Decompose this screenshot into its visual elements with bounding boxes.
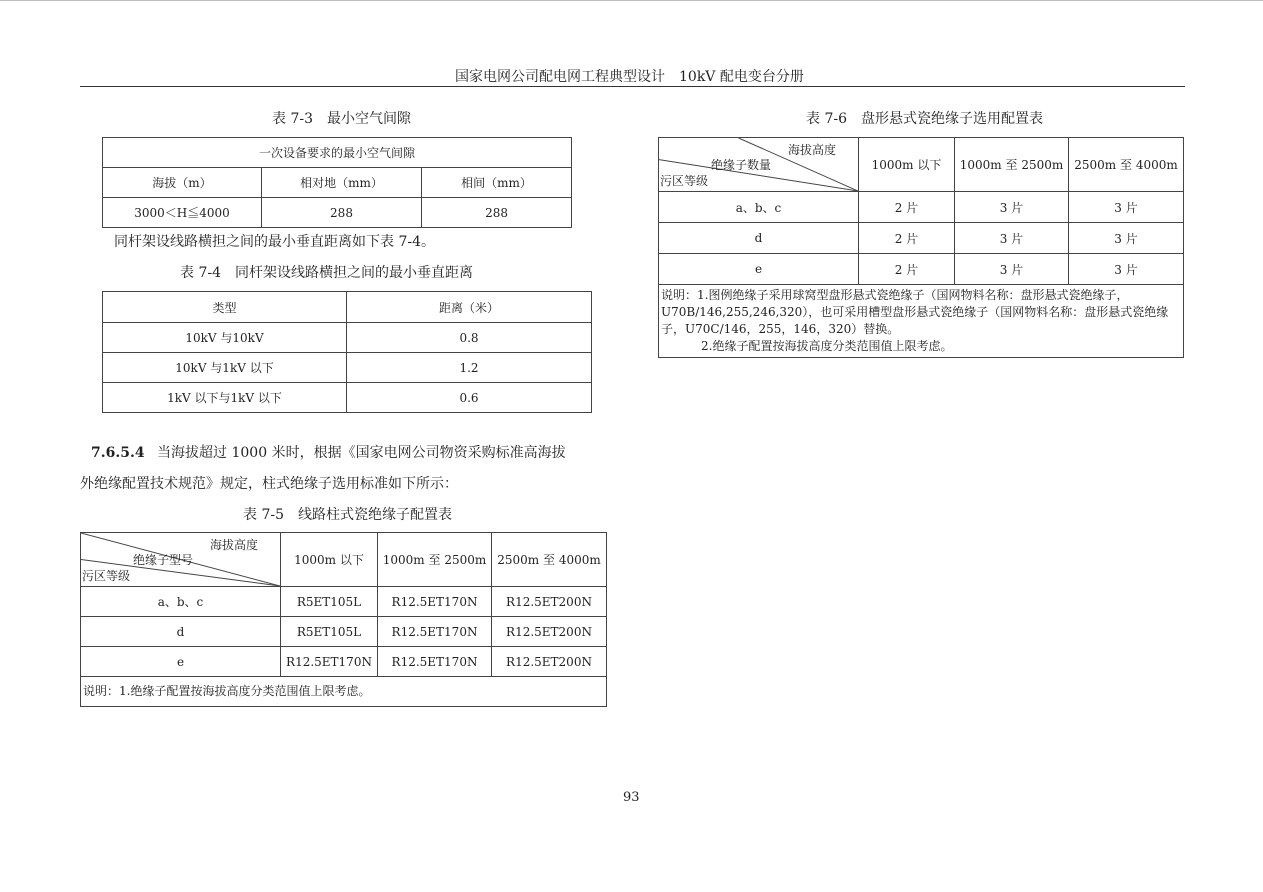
table74-header-cell: 类型: [103, 292, 347, 323]
table76-diag-pollution: 污区等级: [660, 174, 709, 188]
table75-row-label: a、b、c: [81, 587, 281, 617]
section-text-line1: 当海拔超过 1000 米时，根据《国家电网公司物资采购标准高海拔: [157, 445, 566, 461]
table76: [658, 137, 1184, 358]
table75-cell: R5ET105L: [281, 587, 378, 617]
table73-header-cell: 相对地（mm）: [262, 168, 422, 198]
table76-cell: 2 片: [859, 223, 955, 254]
table73-caption: 表 7-3 最小空气间隙: [272, 111, 411, 127]
table76-cell: 3 片: [1069, 254, 1184, 285]
table75-cell: R12.5ET170N: [378, 617, 492, 647]
table74: [102, 291, 592, 413]
table74-cell: 10kV 与10kV: [103, 323, 347, 353]
page-number: 93: [623, 790, 640, 805]
table75-cell: R12.5ET170N: [281, 647, 378, 677]
table73-cell: 288: [422, 198, 572, 228]
table75-row-label: d: [81, 617, 281, 647]
table75-diag-pollution: 污区等级: [82, 569, 131, 583]
section-number: 7.6.5.4: [91, 445, 145, 461]
table74-cell: 1.2: [347, 353, 592, 383]
table75-diag-model: 绝缘子型号: [133, 553, 194, 567]
table76-diagonal-header: [659, 138, 859, 192]
table73: [102, 137, 572, 228]
page-header-title: 国家电网公司配电网工程典型设计 10kV 配电变台分册: [455, 69, 804, 85]
table75-caption: 表 7-5 线路柱式瓷绝缘子配置表: [243, 507, 452, 523]
table75-cell: R12.5ET200N: [492, 587, 607, 617]
table75-diag-altitude: 海拔高度: [209, 538, 258, 552]
table76-cell: 2 片: [859, 254, 955, 285]
table75-header-cell: 2500m 至 4000m: [492, 533, 607, 587]
table76-diag-quantity: 绝缘子数量: [711, 158, 772, 172]
table74-cell: 1kV 以下与1kV 以下: [103, 383, 347, 413]
table74-cell: 10kV 与1kV 以下: [103, 353, 347, 383]
table76-cell: 3 片: [955, 223, 1069, 254]
table73-header-cell: 相间（mm）: [422, 168, 572, 198]
table76-note-line2: 2.绝缘子配置按海拔高度分类范围值上限考虑。: [701, 339, 953, 353]
top-border: [0, 0, 1263, 1]
table73-header-cell: 海拔（m）: [103, 168, 262, 198]
table76-cell: 2 片: [859, 192, 955, 223]
table76-cell: 3 片: [955, 192, 1069, 223]
table75-cell: R5ET105L: [281, 617, 378, 647]
section-paragraph-line1: [91, 442, 566, 462]
table75-diagonal-header: [81, 533, 281, 587]
table76-header-cell: 2500m 至 4000m: [1069, 138, 1184, 192]
table75-note: 说明：1.绝缘子配置按海拔高度分类范围值上限考虑。: [81, 677, 607, 707]
table73-span-header: 一次设备要求的最小空气间隙: [103, 138, 572, 168]
table75-cell: R12.5ET200N: [492, 647, 607, 677]
table76-diag-altitude: 海拔高度: [787, 143, 836, 157]
table76-cell: 3 片: [955, 254, 1069, 285]
table75: [80, 532, 607, 707]
header-rule: [80, 86, 1185, 87]
table75-cell: R12.5ET170N: [378, 587, 492, 617]
table76-note: [659, 285, 1184, 358]
table75-row-label: e: [81, 647, 281, 677]
table74-cell: 0.8: [347, 323, 592, 353]
table76-row-label: d: [659, 223, 859, 254]
table74-header-cell: 距离（米）: [347, 292, 592, 323]
table75-cell: R12.5ET170N: [378, 647, 492, 677]
table76-note-line1: 说明：1.图例绝缘子采用球窝型盘形悬式瓷绝缘子（国网物料名称：盘形悬式瓷绝缘子，U70B/146,255,246,320），也可采用槽型盘形悬式瓷绝缘子（国网物料名称：盘形悬式瓷绝缘子，U70C/146，255，146，320）替换。: [661, 288, 1169, 336]
table74-intro-text: 同杆架设线路横担之间的最小垂直距离如下表 7-4。: [114, 234, 435, 250]
table74-caption: 表 7-4 同杆架设线路横担之间的最小垂直距离: [180, 265, 473, 281]
table76-cell: 3 片: [1069, 192, 1184, 223]
table76-header-cell: 1000m 以下: [859, 138, 955, 192]
table73-cell: 288: [262, 198, 422, 228]
table73-cell: 3000＜H≦4000: [103, 198, 262, 228]
table75-header-cell: 1000m 以下: [281, 533, 378, 587]
table74-cell: 0.6: [347, 383, 592, 413]
table76-row-label: a、b、c: [659, 192, 859, 223]
table75-cell: R12.5ET200N: [492, 617, 607, 647]
table76-caption: 表 7-6 盘形悬式瓷绝缘子选用配置表: [806, 111, 1043, 127]
section-text-line2: 外绝缘配置技术规范》规定，柱式绝缘子选用标准如下所示：: [80, 476, 458, 492]
table76-header-cell: 1000m 至 2500m: [955, 138, 1069, 192]
table76-cell: 3 片: [1069, 223, 1184, 254]
table75-header-cell: 1000m 至 2500m: [378, 533, 492, 587]
table76-row-label: e: [659, 254, 859, 285]
